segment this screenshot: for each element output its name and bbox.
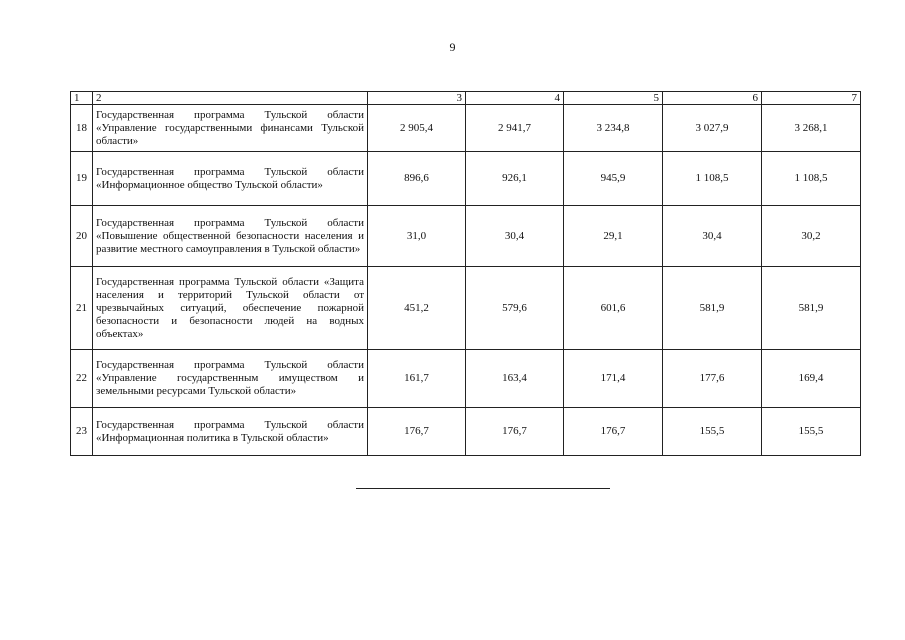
value-cell: 945,9 (564, 152, 663, 206)
header-cell: 6 (663, 92, 762, 105)
value-cell: 3 234,8 (564, 105, 663, 152)
page-number: 9 (449, 40, 456, 54)
header-cell: 4 (466, 92, 564, 105)
table-row (71, 105, 861, 152)
budget-table (70, 91, 861, 456)
program-name: Государственная программа Тульской области «Управление государственным имуществом и земельными ресурсами Тульской области» (93, 350, 368, 408)
value-cell: 161,7 (368, 350, 466, 408)
header-cell: 3 (368, 92, 466, 105)
table-row (71, 267, 861, 350)
header-cell: 1 (71, 92, 93, 105)
table-row (71, 152, 861, 206)
value-cell: 1 108,5 (762, 152, 861, 206)
value-cell: 926,1 (466, 152, 564, 206)
program-name: Государственная программа Тульской области «Защита населения и территорий Тульской области от чрезвычайных ситуаций, обеспечение пожарной безопасности и безопасности людей на водных объектах» (93, 267, 368, 350)
program-name: Государственная программа Тульской области «Повышение общественной безопасности населения и развитие местного самоуправления в Тульской области» (93, 206, 368, 267)
value-cell: 163,4 (466, 350, 564, 408)
value-cell: 3 027,9 (663, 105, 762, 152)
program-name: Государственная программа Тульской области «Управление государственными финансами Тульской области» (93, 105, 368, 152)
header-cell: 7 (762, 92, 861, 105)
value-cell: 155,5 (663, 408, 762, 456)
value-cell: 579,6 (466, 267, 564, 350)
value-cell: 177,6 (663, 350, 762, 408)
value-cell: 3 268,1 (762, 105, 861, 152)
value-cell: 155,5 (762, 408, 861, 456)
value-cell: 171,4 (564, 350, 663, 408)
header-cell: 2 (93, 92, 368, 105)
table-row (71, 350, 861, 408)
end-of-document-rule (356, 488, 610, 489)
value-cell: 176,7 (564, 408, 663, 456)
program-name: Государственная программа Тульской области «Информационное общество Тульской области» (93, 152, 368, 206)
value-cell: 176,7 (368, 408, 466, 456)
header-cell: 5 (564, 92, 663, 105)
program-name: Государственная программа Тульской области «Информационная политика в Тульской области» (93, 408, 368, 456)
value-cell: 2 941,7 (466, 105, 564, 152)
table-row (71, 408, 861, 456)
row-number: 23 (71, 408, 93, 456)
value-cell: 169,4 (762, 350, 861, 408)
value-cell: 2 905,4 (368, 105, 466, 152)
value-cell: 601,6 (564, 267, 663, 350)
value-cell: 581,9 (762, 267, 861, 350)
value-cell: 176,7 (466, 408, 564, 456)
row-number: 22 (71, 350, 93, 408)
value-cell: 29,1 (564, 206, 663, 267)
value-cell: 30,4 (466, 206, 564, 267)
value-cell: 30,4 (663, 206, 762, 267)
value-cell: 451,2 (368, 267, 466, 350)
table-header-row (71, 92, 861, 105)
row-number: 20 (71, 206, 93, 267)
value-cell: 896,6 (368, 152, 466, 206)
row-number: 19 (71, 152, 93, 206)
value-cell: 1 108,5 (663, 152, 762, 206)
value-cell: 31,0 (368, 206, 466, 267)
table-row (71, 206, 861, 267)
row-number: 18 (71, 105, 93, 152)
value-cell: 581,9 (663, 267, 762, 350)
value-cell: 30,2 (762, 206, 861, 267)
row-number: 21 (71, 267, 93, 350)
